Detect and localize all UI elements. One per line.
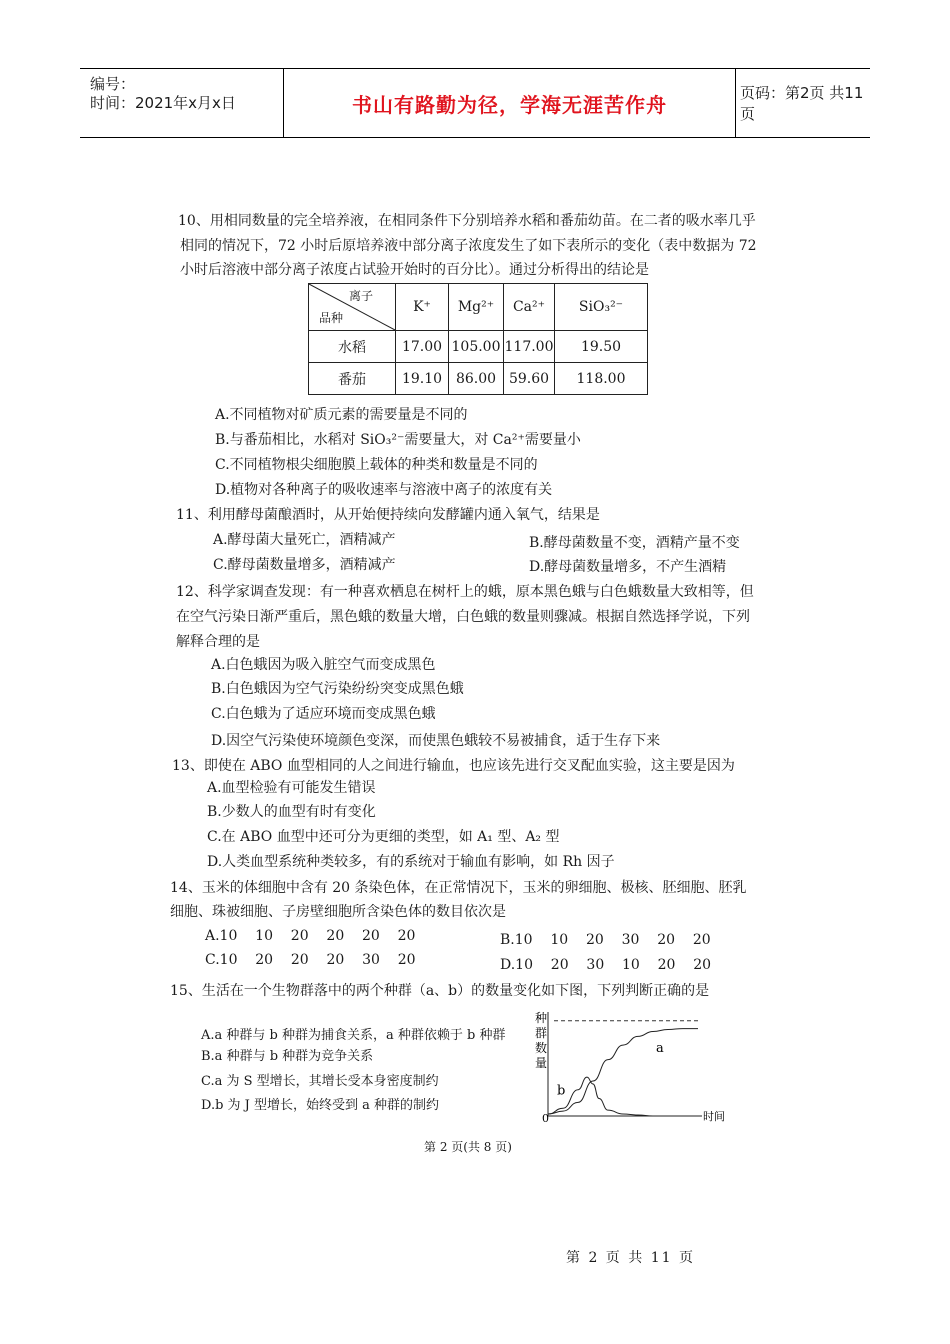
q13-stem: 13、即使在 ABO 血型相同的人之间进行输血，也应该先进行交叉配血实验，这主要是因为	[172, 758, 735, 774]
series-a-line	[548, 1029, 698, 1114]
cell-value: 59.60	[504, 363, 555, 395]
q10-option-c: C.不同植物根尖细胞膜上载体的种类和数量是不同的	[215, 457, 538, 473]
population-chart-svg	[530, 1010, 730, 1130]
cell-value: 117.00	[504, 331, 555, 363]
table-row	[309, 363, 648, 395]
scan-page-footer: 第 2 页(共 8 页)	[424, 1140, 512, 1154]
q11-option-d: D.酵母菌数量增多，不产生酒精	[529, 559, 727, 575]
q12-line3: 解释合理的是	[176, 634, 260, 650]
q14-line1: 14、玉米的体细胞中含有 20 条染色体，在正常情况下，玉米的卵细胞、极核、胚细胞、胚乳	[170, 880, 747, 896]
q12-option-b: B.白色蛾因为空气污染纷纷突变成黑色蛾	[211, 681, 464, 697]
cell-value: 19.10	[396, 363, 449, 395]
ion-table	[308, 283, 648, 395]
population-chart	[530, 1010, 730, 1130]
q14-option-b: B.10 10 20 30 20 20	[500, 932, 711, 948]
origin-label: 0	[542, 1112, 549, 1125]
q14-line2: 细胞、珠被细胞、子房壁细胞所含染色体的数目依次是	[170, 904, 506, 920]
q10-line3: 小时后溶液中部分离子浓度占试验开始时的百分比）。通过分析得出的结论是	[180, 262, 649, 278]
q15-option-d: D.b 为 J 型增长，始终受到 a 种群的制约	[201, 1098, 440, 1113]
corner-top-label: 离子	[348, 289, 373, 303]
q13-option-d: D.人类血型系统种类较多，有的系统对于输血有影响，如 Rh 因子	[207, 854, 615, 870]
y-axis-label: 种群数量	[534, 1011, 548, 1070]
q14-option-d: D.10 20 30 10 20 20	[500, 957, 712, 973]
series-a-label: a	[656, 1040, 664, 1056]
q10-option-d: D.植物对各种离子的吸收速率与溶液中离子的浓度有关	[215, 482, 553, 498]
x-axis-label: 时间	[703, 1110, 725, 1123]
row-name: 水稻	[309, 331, 396, 363]
cell-value: 105.00	[449, 331, 504, 363]
doc-date: 时间：2021年x月x日	[90, 94, 236, 112]
series-b-line	[548, 1077, 698, 1116]
q13-option-b: B.少数人的血型有时有变化	[207, 804, 376, 820]
q10-line2: 相同的情况下，72 小时后原培养液中部分离子浓度发生了如下表所示的变化（表中数据为 72	[180, 238, 757, 254]
q11-stem: 11、利用酵母菌酿酒时，从开始便持续向发酵罐内通入氧气，结果是	[176, 507, 600, 523]
doc-code: 编号：	[90, 75, 136, 93]
q13-option-a: A.血型检验有可能发生错误	[207, 780, 376, 796]
q15-stem: 15、生活在一个生物群落中的两个种群（a、b）的数量变化如下图，下列判断正确的是	[170, 983, 710, 999]
q15-option-b: B.a 种群与 b 种群为竞争关系	[201, 1049, 374, 1064]
page-footer: 第 2 页 共 11 页	[566, 1250, 695, 1266]
q13-option-c: C.在 ABO 血型中还可分为更细的类型，如 A₁ 型、A₂ 型	[207, 829, 560, 845]
q11-option-b: B.酵母菌数量不变，酒精产量不变	[529, 535, 740, 551]
header-meta	[80, 69, 280, 137]
col-header-k: K⁺	[396, 284, 449, 331]
q12-line1: 12、科学家调查发现：有一种喜欢栖息在树杆上的蛾，原本黑色蛾与白色蛾数量大致相等，但	[176, 584, 754, 600]
table-row	[309, 331, 648, 363]
q11-option-c: C.酵母菌数量增多，酒精减产	[213, 557, 396, 573]
row-name: 番茄	[309, 363, 396, 395]
cell-value: 17.00	[396, 331, 449, 363]
q15-option-c: C.a 为 S 型增长，其增长受本身密度制约	[201, 1074, 439, 1089]
q14-option-c: C.10 20 20 20 30 20	[205, 952, 416, 968]
col-header-ca: Ca²⁺	[504, 284, 555, 331]
q12-option-a: A.白色蛾因为吸入脏空气而变成黑色	[211, 657, 436, 673]
series-b-label: b	[557, 1083, 566, 1099]
cell-value: 118.00	[555, 363, 648, 395]
col-header-mg: Mg²⁺	[449, 284, 504, 331]
q12-line2: 在空气污染日渐严重后，黑色蛾的数量大增，白色蛾的数量则骤减。根据自然选择学说，下列	[176, 609, 750, 625]
ion-table-corner	[309, 284, 396, 331]
q12-option-c: C.白色蛾为了适应环境而变成黑色蛾	[211, 706, 436, 722]
q11-option-a: A.酵母菌大量死亡，酒精减产	[213, 532, 396, 548]
q12-option-d: D.因空气污染使环境颜色变深，而使黑色蛾较不易被捕食，适于生存下来	[211, 733, 661, 749]
header-page-info: 页码：第2页 共11页	[740, 84, 864, 123]
corner-bottom-label: 品种	[319, 311, 344, 325]
q10-line1: 10、用相同数量的完全培养液，在相同条件下分别培养水稻和番茄幼苗。在二者的吸水率几乎	[178, 213, 756, 229]
q15-option-a: A.a 种群与 b 种群为捕食关系，a 种群依赖于 b 种群	[201, 1028, 506, 1043]
header-motto: 书山有路勤为径，学海无涯苦作舟	[283, 69, 736, 137]
cell-value: 19.50	[555, 331, 648, 363]
q10-option-b: B.与番茄相比，水稻对 SiO₃²⁻需要量大，对 Ca²⁺需要量小	[215, 432, 581, 448]
q10-option-a: A.不同植物对矿质元素的需要量是不同的	[215, 407, 468, 423]
page-header	[80, 68, 870, 138]
cell-value: 86.00	[449, 363, 504, 395]
q14-option-a: A.10 10 20 20 20 20	[205, 928, 416, 944]
col-header-sio3: SiO₃²⁻	[555, 284, 648, 331]
